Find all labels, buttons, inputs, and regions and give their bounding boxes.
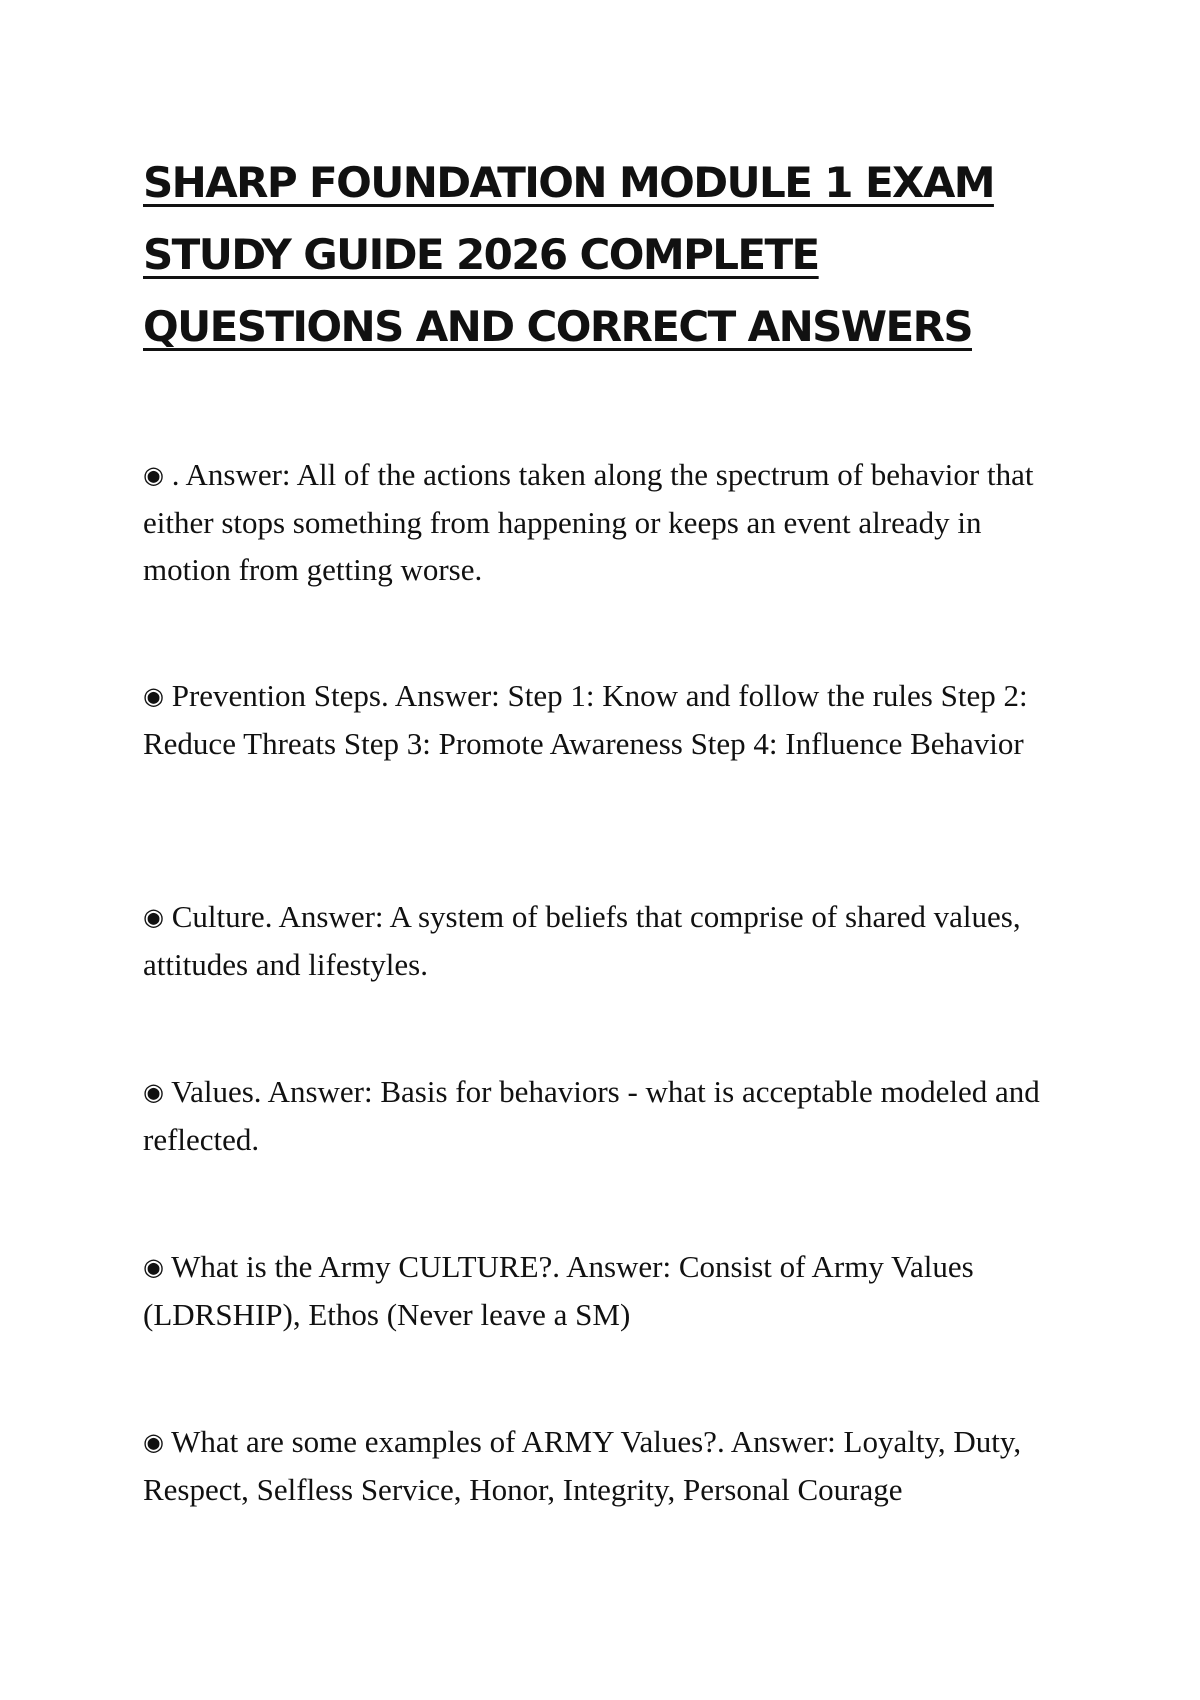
qa-item [143, 1418, 1073, 1513]
bullet-icon: ◉ [143, 682, 164, 710]
bullet-icon: ◉ [143, 1078, 164, 1106]
qa-text: Prevention Steps. Answer: Step 1: Know and follow the rules Step 2: Reduce Threats Step 3: Promote Awareness Step 4: Influence Behavior [143, 678, 1028, 761]
document-title: SHARP FOUNDATION MODULE 1 EXAM STUDY GUIDE 2026 COMPLETE QUESTIONS AND CORRECT ANSWERS [143, 158, 994, 351]
bullet-icon: ◉ [143, 903, 164, 931]
bullet-icon: ◉ [143, 1253, 164, 1281]
qa-text: What is the Army CULTURE?. Answer: Consist of Army Values (LDRSHIP), Ethos (Never leave a SM) [143, 1249, 974, 1332]
qa-text: What are some examples of ARMY Values?. Answer: Loyalty, Duty, Respect, Selfless Service, Honor, Integrity, Personal Courage [143, 1424, 1022, 1507]
bullet-icon: ◉ [143, 461, 164, 489]
qa-text: Culture. Answer: A system of beliefs that comprise of shared values, attitudes and lifestyles. [143, 899, 1021, 982]
qa-text: Values. Answer: Basis for behaviors - what is acceptable modeled and reflected. [143, 1074, 1040, 1157]
bullet-icon: ◉ [143, 1428, 164, 1456]
qa-item [143, 1243, 1073, 1338]
qa-item [143, 893, 1073, 988]
qa-text: . Answer: All of the actions taken along the spectrum of behavior that either stops something from happening or keeps an event already in motion from getting worse. [143, 457, 1034, 587]
qa-item [143, 672, 1073, 767]
qa-item [143, 1068, 1073, 1163]
qa-item [143, 451, 1073, 593]
